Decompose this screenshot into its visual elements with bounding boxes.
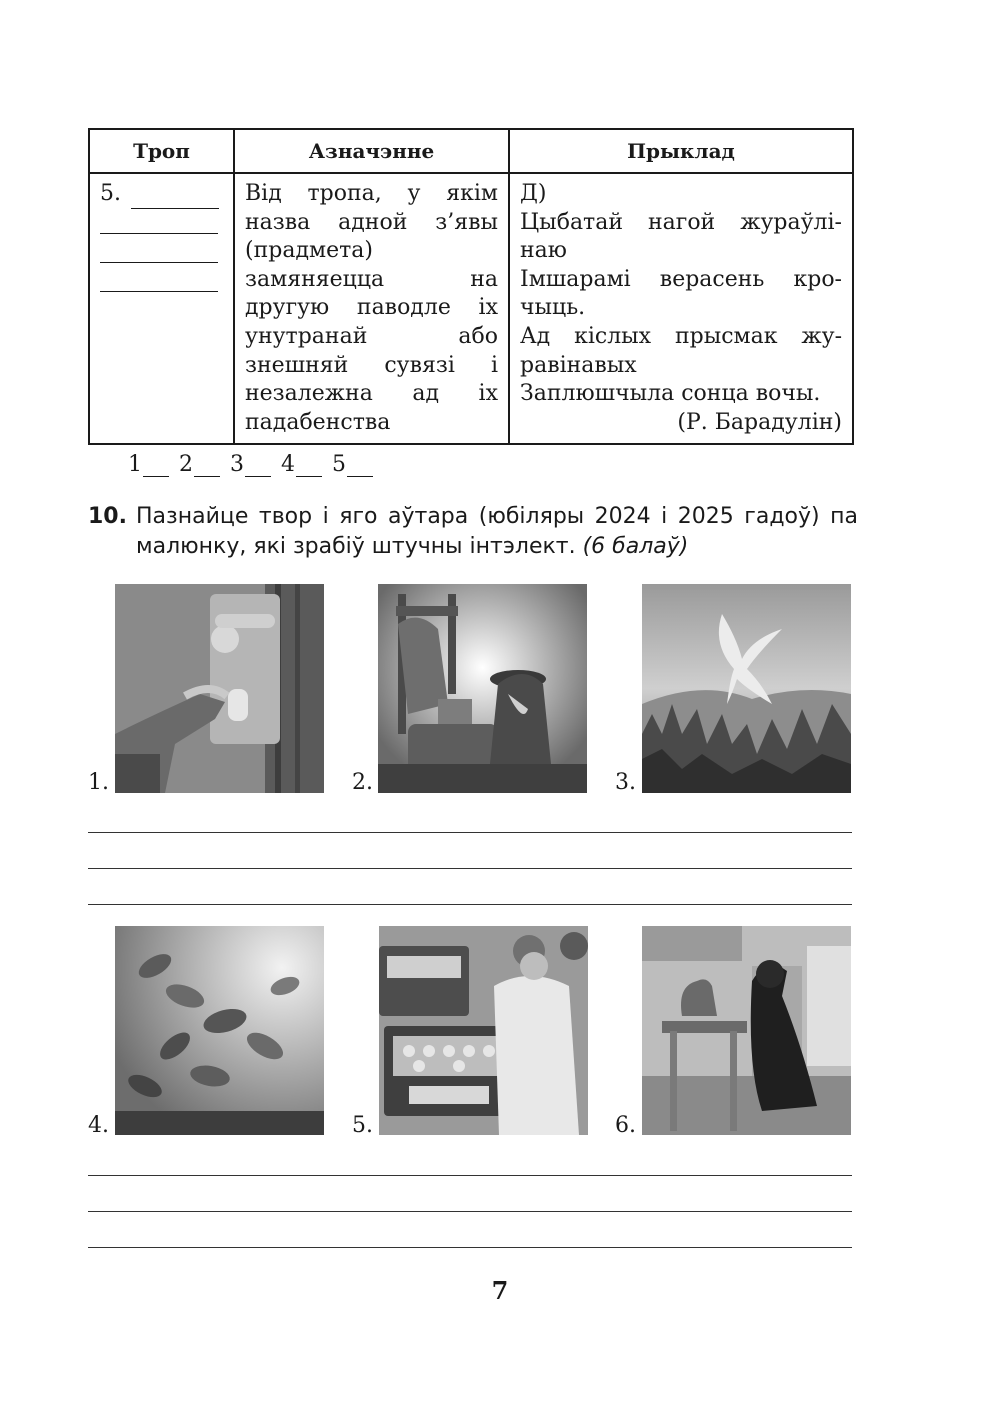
answer-number: 5 [332,452,346,477]
task-number: 10. [88,504,127,529]
men-at-well-image [378,584,587,793]
answer-blank[interactable] [347,457,373,477]
picture-label: 2. [352,770,373,795]
answer-item[interactable] [179,452,220,477]
answer-item[interactable] [332,452,373,477]
header-definition: Азначэнне [234,129,509,173]
picture-label: 3. [615,770,636,795]
answer-number: 4 [281,452,295,477]
trope-answer-line[interactable] [100,291,218,292]
trope-answer-line[interactable] [100,262,218,263]
answer-item[interactable] [281,452,322,477]
answer-line[interactable] [88,1211,852,1212]
example-line: Ад кіслых прысмак жу- [520,323,842,349]
answer-row [128,452,373,477]
answer-line[interactable] [88,1247,852,1248]
answer-line[interactable] [88,1175,852,1176]
task-points: (6 балаў) [582,534,689,559]
answer-blank[interactable] [296,457,322,477]
trope-answer-line[interactable] [100,233,218,234]
leaves-in-sunlight-image [115,926,324,1135]
answer-item[interactable] [230,452,271,477]
task-instruction: Пазнайце твор і яго аўтара (юбіляры 2024 і 2025 гадоў) па малюнку, які зрабіў штучны інтэлект. [136,504,858,559]
answer-blank[interactable] [194,457,220,477]
definition-cell: Від тропа, у якім назва адной з’явы (прадмета) замяняецца на другую паводле іх унутранай або знешняй сувязі і незалежна ад іх падабенства [234,173,509,444]
example-line: Заплюшчыла сонца вочы. [520,381,821,407]
header-example: Прыклад [509,129,853,173]
picture-label: 4. [88,1113,109,1138]
answer-number: 2 [179,452,193,477]
task-text [136,502,858,562]
example-line: Цыбатай нагой жураўлі- [520,209,842,235]
table-row [89,173,853,444]
table-header-row [89,129,853,173]
answer-number: 3 [230,452,244,477]
man-with-treasure-chest-image [379,926,588,1135]
answer-line[interactable] [88,868,852,869]
trope-answer-blank[interactable] [131,189,219,209]
answer-line[interactable] [88,832,852,833]
answer-blank[interactable] [245,457,271,477]
picture-label: 1. [88,770,109,795]
example-author: (Р. Барадулін) [677,409,842,435]
example-line: наю [520,238,567,264]
answer-blank[interactable] [143,457,169,477]
header-trope: Троп [89,129,234,173]
task-10 [88,502,858,562]
frosted-door-handle-image [115,584,324,793]
example-line: Імшарамі верасень кро- [520,266,842,292]
picture-label: 6. [615,1113,636,1138]
example-line: Д) [520,181,547,206]
trope-table [88,128,854,445]
dog-and-cat-in-kitchen-image [642,926,851,1135]
picture-label: 5. [352,1113,373,1138]
example-line: чыць. [520,295,586,321]
example-line: равінавых [520,352,637,378]
example-cell [509,173,853,444]
row-number: 5. [100,181,121,206]
answer-line[interactable] [88,904,852,905]
answer-number: 1 [128,452,142,477]
answer-item[interactable] [128,452,169,477]
page-number: 7 [491,1276,509,1305]
firebird-over-forest-image [642,584,851,793]
trope-answer-cell [89,173,234,444]
